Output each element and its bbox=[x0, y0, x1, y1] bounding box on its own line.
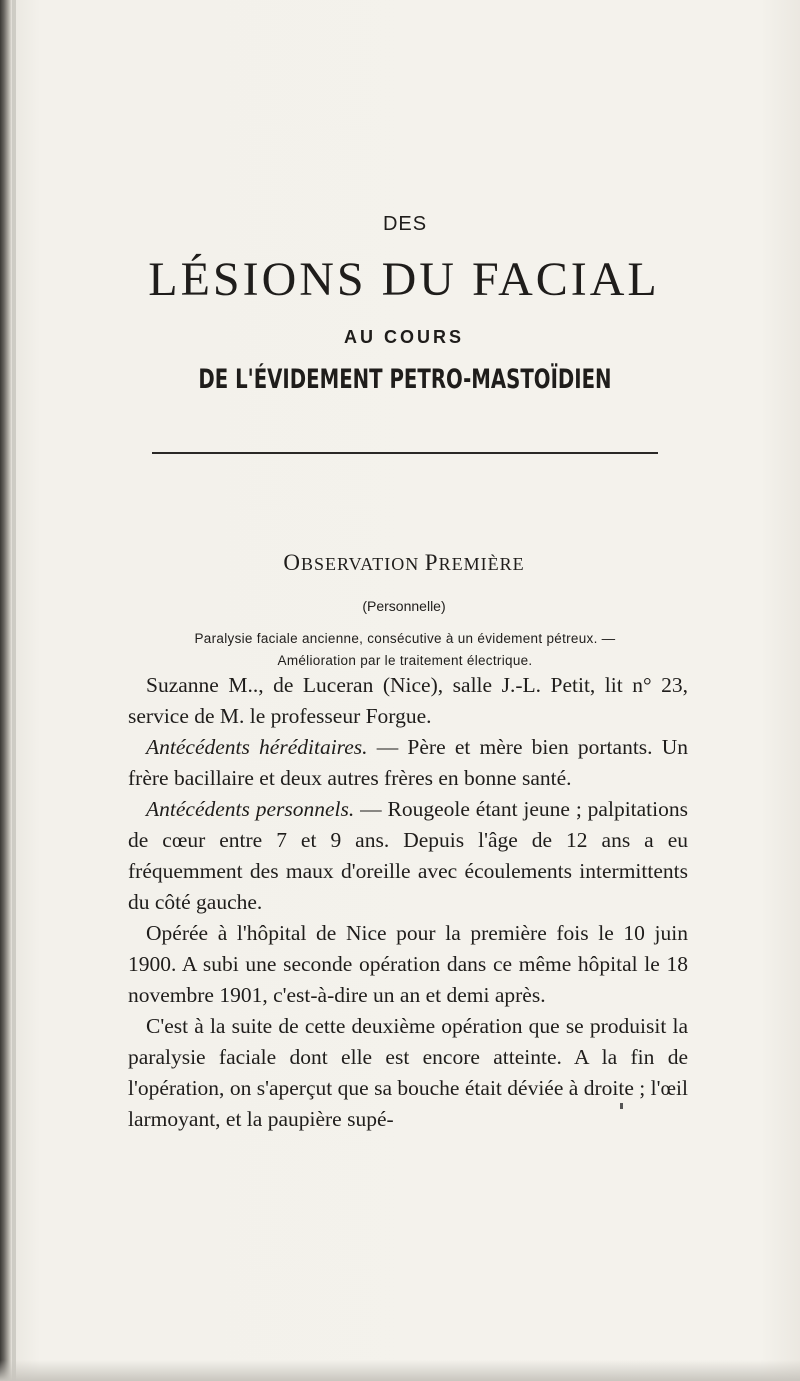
title-rule bbox=[152, 452, 658, 454]
paragraph-patient: Suzanne M.., de Luceran (Nice), salle J.-L. Petit, lit n° 23, service de M. le professeur Forgue. bbox=[128, 673, 688, 728]
observation-title-rest-1: BSERVATION bbox=[301, 554, 420, 574]
observation-title-initial-2: P bbox=[424, 550, 439, 575]
observation-title-initial-1: O bbox=[283, 550, 302, 575]
heading-des: DES bbox=[382, 213, 428, 235]
paragraph-paralysis: C'est à la suite de cette deuxième opération que se produisit la paralysie faciale dont elle est encore atteinte. A la fin de l'opération, on s'aperçut que sa bouche était déviée à droite ; l'œil larmoyant, et la paupière supé- bbox=[128, 1014, 688, 1131]
summary-line-1: Paralysie faciale ancienne, consécutive à un évidement pétreux. — bbox=[194, 631, 616, 646]
bottom-page-shadow bbox=[0, 1360, 800, 1381]
heading-au-cours: AU COURS bbox=[343, 327, 464, 347]
observation-title bbox=[4, 552, 800, 575]
paragraph-operations: Opérée à l'hôpital de Nice pour la première fois le 10 juin 1900. A subi une seconde opération dans ce même hôpital le 18 novembre 1901, c'est-à-dire un an et demi après. bbox=[128, 921, 688, 1007]
main-title: LÉSIONS DU FACIAL bbox=[148, 253, 660, 306]
hereditary-text: — Père et mère bien portants. Un frère bacillaire et deux autres frères en bonne santé. bbox=[128, 735, 688, 790]
paragraph-hereditary bbox=[128, 732, 688, 794]
paragraph-personal bbox=[128, 794, 688, 918]
binding-shadow bbox=[12, 0, 16, 1381]
hereditary-label: Antécédents héréditaires. bbox=[146, 735, 368, 759]
binding-edge bbox=[0, 0, 12, 1381]
sub-title: DE L'ÉVIDEMENT PETRO-MASTOÏDIEN bbox=[198, 364, 612, 395]
body-text bbox=[128, 670, 688, 1135]
personal-text: — Rougeole étant jeune ; palpitations de cœur entre 7 et 9 ans. Depuis l'âge de 12 ans a eu fréquemment des maux d'oreille avec écoulements intermittents du côté gauche. bbox=[128, 797, 688, 914]
summary-line-2: Amélioration par le traitement électrique. bbox=[277, 653, 533, 668]
paper-speck bbox=[620, 1103, 623, 1109]
personal-label: Antécédents personnels. bbox=[146, 797, 355, 821]
observation-title-rest-2: REMIÈRE bbox=[438, 554, 525, 574]
observation-source: (Personnelle) bbox=[362, 598, 446, 614]
observation-summary bbox=[160, 628, 650, 672]
